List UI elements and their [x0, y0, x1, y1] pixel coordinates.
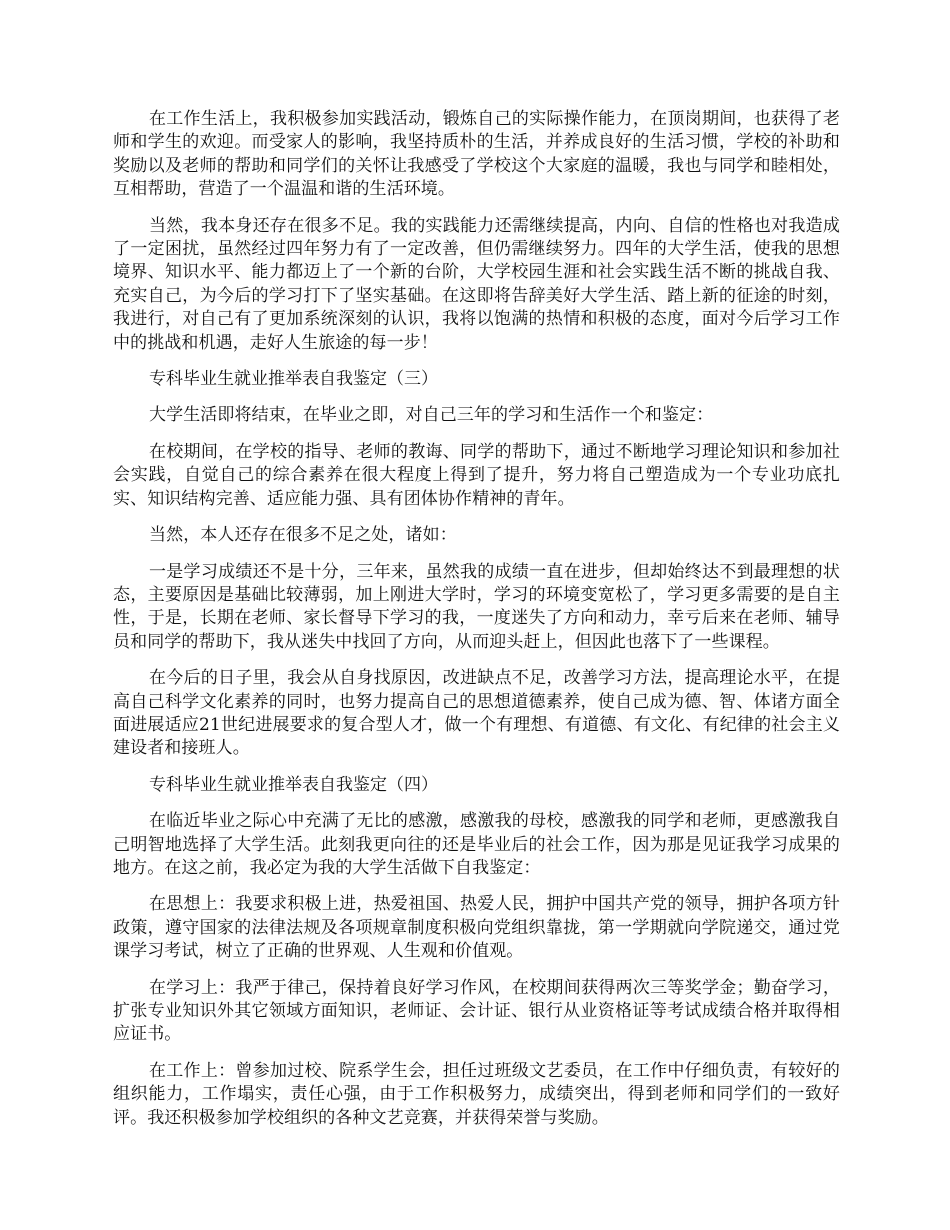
- paragraph-shortcomings: 当然，我本身还存在很多不足。我的实践能力还需继续提高，内向、自信的性格也对我造成了一定困扰，虽然经过四年努力有了一定改善，但仍需继续努力。四年的大学生活，使我的思想境界、知识水平、能力都迈上了一个新的台阶，大学校园生涯和社会实践生活不断的挑战自我、充实自己，为今后的学习打下了坚实基础。在这即将告辞美好大学生活、踏上新的征途的时刻，我进行，对自己有了更加系统深刻的认识，我将以饱满的热情和积极的态度，面对今后学习工作中的挑战和机遇，走好人生旅途的每一步！: [113, 215, 840, 353]
- paragraph-deficiencies: 当然，本人还存在很多不足之处，诸如：: [149, 525, 457, 546]
- paragraph-intro-3: 大学生活即将结束，在毕业之即，对自己三年的学习和生活作一个和鉴定：: [149, 405, 714, 426]
- paragraph-future: 在今后的日子里，我会从自身找原因，改进缺点不足，改善学习方法，提高理论水平，在提高自己科学文化素养的同时，也努力提高自己的思想道德素养，使自己成为德、智、体诸方面全面进展适应21世纪进展要求的复合型人才，做一个有理想、有道德、有文化、有纪律的社会主义建设者和接班人。: [113, 668, 840, 759]
- paragraph-work-life: 在工作生活上，我积极参加实践活动，锻炼自己的实际操作能力，在顶岗期间，也获得了老师和学生的欢迎。而受家人的影响，我坚持质朴的生活，并养成良好的生活习惯，学校的补助和奖励以及老师的帮助和同学们的关怀让我感受了学校这个大家庭的温暖，我也与同学和睦相处，互相帮助，营造了一个温温和谐的生活环境。: [113, 109, 840, 200]
- paragraph-grades: 一是学习成绩还不是十分，三年来，虽然我的成绩一直在进步，但却始终达不到最理想的状态，主要原因是基础比较薄弱，加上刚进大学时，学习的环境变宽松了，学习更多需要的是自主性，于是，长期在老师、家长督导下学习的我，一度迷失了方向和动力，幸亏后来在老师、辅导员和同学的帮助下，我从迷失中找回了方向，从而迎头赶上，但因此也落下了一些课程。: [113, 561, 840, 652]
- paragraph-school-period: 在校期间，在学校的指导、老师的教诲、同学的帮助下，通过不断地学习理论知识和参加社会实践，自觉自己的综合素养在很大程度上得到了提升，努力将自己塑造成为一个专业功底扎实、知识结构完善、适应能力强、具有团体协作精神的青年。: [113, 441, 840, 509]
- paragraph-work: 在工作上：曾参加过校、院系学生会，担任过班级文艺委员，在工作中仔细负责，有较好的组织能力，工作塌实，责任心强，由于工作积极努力，成绩突出，得到老师和同学们的一致好评。我还积极参加学校组织的各种文艺竞赛，并获得荣誉与奖励。: [113, 1060, 840, 1128]
- paragraph-ideology: 在思想上：我要求积极上进，热爱祖国、热爱人民，拥护中国共产党的领导，拥护各项方针政策，遵守国家的法律法规及各项规章制度积极向党组织靠拢，第一学期就向学院递交，通过党课学习考试，树立了正确的世界观、人生观和价值观。: [113, 894, 840, 962]
- section-heading-4: 专科毕业生就业推举表自我鉴定（四）: [149, 774, 438, 795]
- section-heading-3: 专科毕业生就业推举表自我鉴定（三）: [149, 369, 438, 390]
- document-body: [113, 108, 840, 1143]
- paragraph-gratitude: 在临近毕业之际心中充满了无比的感激，感激我的母校，感激我的同学和老师，更感激我自己明智地选择了大学生活。此刻我更向往的还是毕业后的社会工作，因为那是见证我学习成果的地方。在这之前，我必定为我的大学生活做下自我鉴定：: [113, 811, 840, 878]
- paragraph-study: 在学习上：我严于律己，保持着良好学习作风，在校期间获得两次三等奖学金；勤奋学习，扩张专业知识外其它领域方面知识，老师证、会计证、银行从业资格证等考试成绩合格并取得相应证书。: [113, 977, 840, 1045]
